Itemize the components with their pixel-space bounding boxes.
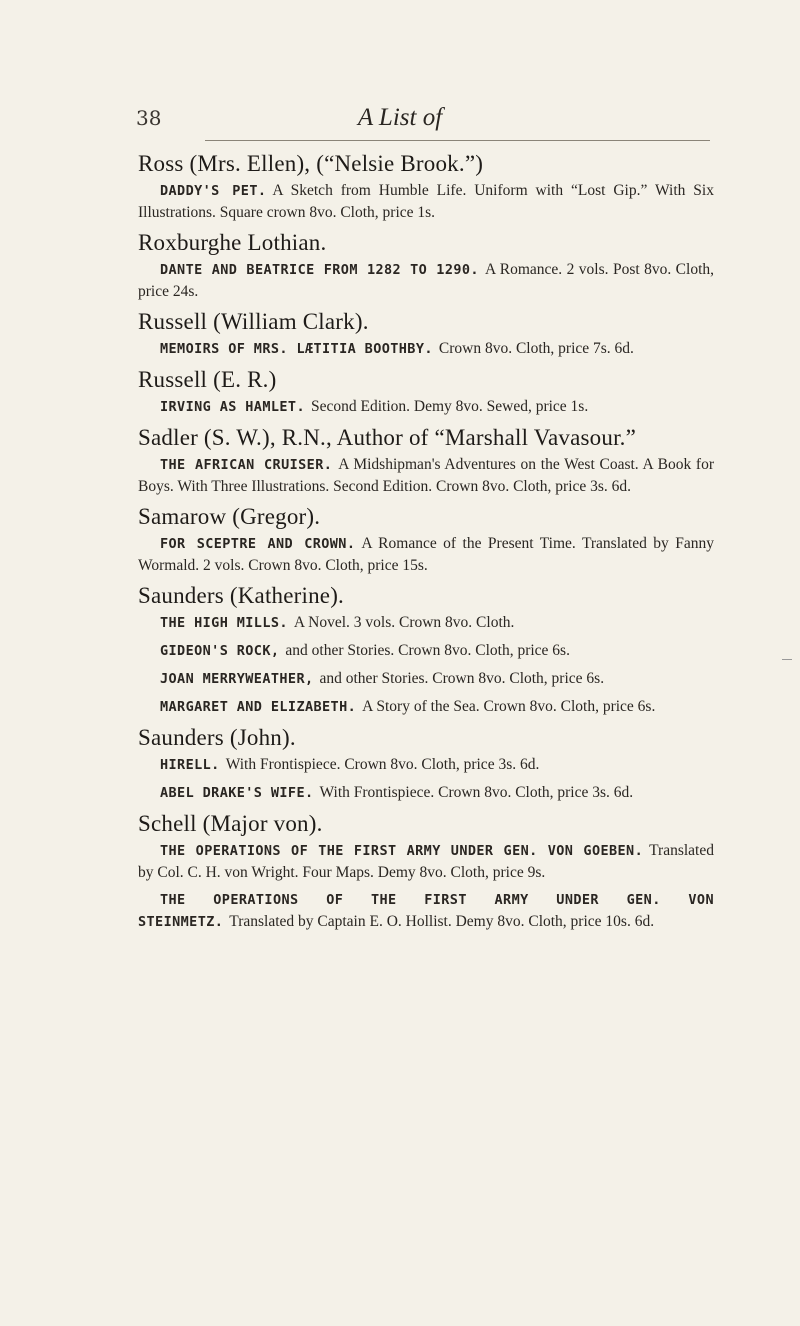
work-title: MEMOIRS OF MRS. LÆTITIA BOOTHBY. xyxy=(160,341,433,357)
work-listing xyxy=(138,180,714,223)
work-title: THE OPERATIONS OF THE FIRST ARMY UNDER GEN. VON GOEBEN. xyxy=(160,843,644,859)
work-listing xyxy=(138,840,714,883)
work-listing xyxy=(138,454,714,497)
work-title: THE OPERATIONS OF THE FIRST ARMY UNDER GEN. VON STEINMETZ. xyxy=(138,892,714,930)
work-description: and other Stories. Crown 8vo. Cloth, price 6s. xyxy=(319,670,605,687)
catalogue-entry xyxy=(138,810,714,933)
work-title: FOR SCEPTRE AND CROWN. xyxy=(160,536,356,552)
work-description: With Frontispiece. Crown 8vo. Cloth, price 3s. 6d. xyxy=(225,756,540,773)
catalogue-list xyxy=(138,150,714,939)
author-heading: Russell (E. R.) xyxy=(138,367,277,392)
work-listing xyxy=(138,889,714,933)
work-title: THE HIGH MILLS. xyxy=(160,615,288,631)
catalogue-entry xyxy=(138,366,714,418)
author-heading: Samarow (Gregor). xyxy=(138,504,321,529)
work-title: IRVING AS HAMLET. xyxy=(160,399,305,415)
running-title: A List of xyxy=(357,104,443,131)
work-listing xyxy=(138,668,714,690)
work-title: DADDY'S PET. xyxy=(160,183,267,199)
work-listing xyxy=(138,640,714,662)
author-heading: Russell (William Clark). xyxy=(138,309,369,334)
author-heading: Saunders (John). xyxy=(138,725,296,750)
work-title: JOAN MERRYWEATHER, xyxy=(160,671,314,687)
work-title: HIRELL. xyxy=(160,757,220,773)
work-listing xyxy=(138,612,714,634)
work-description: Second Edition. Demy 8vo. Sewed, price 1s. xyxy=(310,398,589,415)
catalogue-entry xyxy=(138,424,714,497)
work-listing xyxy=(138,259,714,302)
work-description: A Romance. 2 vols. Post 8vo. Cloth, price 24s. xyxy=(138,261,714,300)
author-heading: Roxburghe Lothian. xyxy=(138,230,327,255)
catalogue-entry xyxy=(138,724,714,804)
author-heading: Schell (Major von). xyxy=(138,811,323,836)
work-description: With Frontispiece. Crown 8vo. Cloth, price 3s. 6d. xyxy=(319,784,634,801)
work-title: GIDEON'S ROCK, xyxy=(160,643,280,659)
page-header xyxy=(0,106,800,146)
work-listing xyxy=(138,696,714,718)
work-description: Crown 8vo. Cloth, price 7s. 6d. xyxy=(438,340,634,357)
work-listing xyxy=(138,338,714,360)
catalogue-entry xyxy=(138,229,714,302)
work-description: Translated by Captain E. O. Hollist. Demy 8vo. Cloth, price 10s. 6d. xyxy=(229,913,655,930)
catalogue-entry xyxy=(138,150,714,223)
catalogue-entry xyxy=(138,503,714,576)
work-listing xyxy=(138,533,714,576)
catalogue-entry xyxy=(138,308,714,360)
work-listing xyxy=(138,396,714,418)
work-listing xyxy=(138,754,714,776)
margin-mark xyxy=(782,659,792,660)
work-listing xyxy=(138,782,714,804)
work-title: THE AFRICAN CRUISER. xyxy=(160,457,333,473)
catalogue-entry xyxy=(138,582,714,718)
work-title: ABEL DRAKE'S WIFE. xyxy=(160,785,314,801)
work-description: and other Stories. Crown 8vo. Cloth, price 6s. xyxy=(285,642,570,659)
work-description: A Story of the Sea. Crown 8vo. Cloth, price 6s. xyxy=(362,698,656,715)
author-heading: Ross (Mrs. Ellen), (“Nelsie Brook.”) xyxy=(138,151,484,176)
work-description: A Sketch from Humble Life. Uniform with “Lost Gip.” With Six Illustrations. Square crown 8vo. Cloth, price 1s. xyxy=(138,182,714,221)
work-description: A Midshipman's Adventures on the West Coast. A Book for Boys. With Three Illustrations. Second Edition. Crown 8vo. Cloth, price 3s. 6d. xyxy=(138,456,714,495)
work-title: MARGARET AND ELIZABETH. xyxy=(160,699,357,715)
work-title: DANTE AND BEATRICE FROM 1282 TO 1290. xyxy=(160,262,479,278)
work-description: Translated by Col. C. H. von Wright. Four Maps. Demy 8vo. Cloth, price 9s. xyxy=(138,842,714,881)
work-description: A Novel. 3 vols. Crown 8vo. Cloth. xyxy=(293,614,515,631)
author-heading: Sadler (S. W.), R.N., Author of “Marshall Vavasour.” xyxy=(138,425,637,450)
page-number: 38 xyxy=(136,106,162,130)
author-heading: Saunders (Katherine). xyxy=(138,583,345,608)
header-rule xyxy=(205,140,710,141)
work-description: A Romance of the Present Time. Translated by Fanny Wormald. 2 vols. Crown 8vo. Cloth, price 15s. xyxy=(138,535,715,574)
